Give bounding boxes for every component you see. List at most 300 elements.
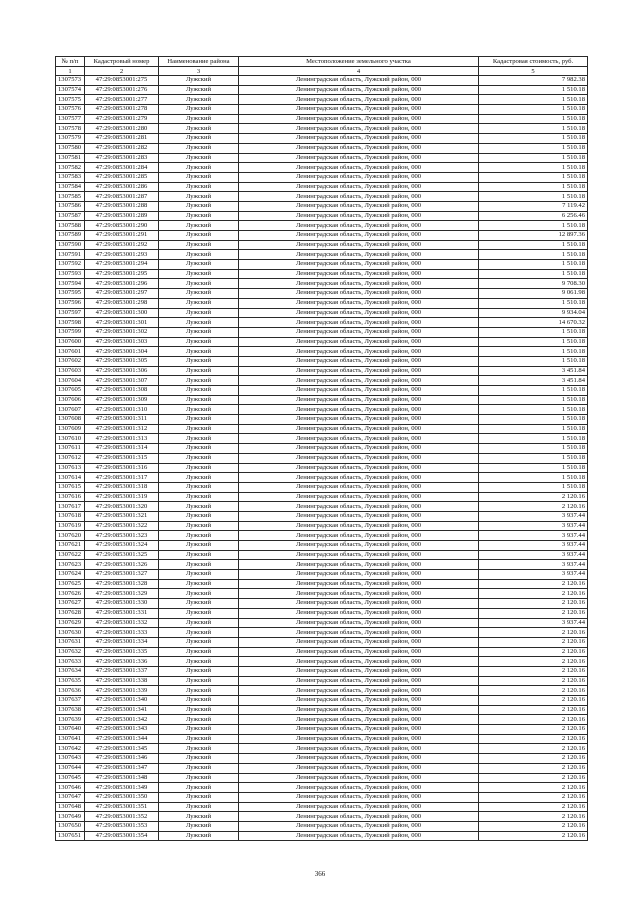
cell-district: Лужский [159, 560, 239, 570]
cell-location: Ленинградская область, Лужский район, 000 [239, 473, 479, 483]
cell-row-number: 1307594 [56, 279, 85, 289]
cell-district: Лужский [159, 260, 239, 270]
cell-cadastral-number: 47:29:0853001:315 [85, 453, 159, 463]
cell-cadastral-value: 2 120.16 [479, 492, 588, 502]
cell-cadastral-number: 47:29:0853001:291 [85, 231, 159, 241]
cell-row-number: 1307625 [56, 579, 85, 589]
cell-cadastral-number: 47:29:0853001:305 [85, 356, 159, 366]
cell-district: Лужский [159, 657, 239, 667]
cell-row-number: 1307610 [56, 434, 85, 444]
cell-district: Лужский [159, 279, 239, 289]
table-row [56, 831, 588, 841]
cell-location: Ленинградская область, Лужский район, 000 [239, 279, 479, 289]
cell-row-number: 1307592 [56, 260, 85, 270]
cell-district: Лужский [159, 725, 239, 735]
cell-location: Ленинградская область, Лужский район, 000 [239, 327, 479, 337]
cell-district: Лужский [159, 95, 239, 105]
cell-location: Ленинградская область, Лужский район, 000 [239, 570, 479, 580]
table-row [56, 608, 588, 618]
cell-cadastral-number: 47:29:0853001:288 [85, 201, 159, 211]
table-row [56, 163, 588, 173]
table-row [56, 250, 588, 260]
table-row [56, 95, 588, 105]
cell-district: Лужский [159, 773, 239, 783]
cell-cadastral-value: 2 120.16 [479, 686, 588, 696]
table-row [56, 124, 588, 134]
cell-cadastral-number: 47:29:0853001:319 [85, 492, 159, 502]
cell-location: Ленинградская область, Лужский район, 000 [239, 260, 479, 270]
cell-cadastral-value: 2 120.16 [479, 783, 588, 793]
cell-location: Ленинградская область, Лужский район, 000 [239, 95, 479, 105]
cell-cadastral-value: 2 120.16 [479, 773, 588, 783]
cell-district: Лужский [159, 783, 239, 793]
cell-row-number: 1307591 [56, 250, 85, 260]
cell-row-number: 1307630 [56, 628, 85, 638]
cell-district: Лужский [159, 531, 239, 541]
cell-cadastral-value: 7 119.42 [479, 201, 588, 211]
column-number: 1 [56, 67, 85, 76]
cell-row-number: 1307606 [56, 395, 85, 405]
cell-cadastral-number: 47:29:0853001:344 [85, 734, 159, 744]
cell-cadastral-value: 2 120.16 [479, 502, 588, 512]
cell-cadastral-number: 47:29:0853001:330 [85, 599, 159, 609]
table-row [56, 783, 588, 793]
cell-location: Ленинградская область, Лужский район, 000 [239, 482, 479, 492]
cell-location: Ленинградская область, Лужский район, 000 [239, 463, 479, 473]
cell-district: Лужский [159, 221, 239, 231]
cell-district: Лужский [159, 570, 239, 580]
table-row [56, 541, 588, 551]
table-row [56, 143, 588, 153]
cell-cadastral-value: 1 510.18 [479, 143, 588, 153]
cell-location: Ленинградская область, Лужский район, 000 [239, 386, 479, 396]
cell-district: Лужский [159, 269, 239, 279]
cell-location: Ленинградская область, Лужский район, 000 [239, 356, 479, 366]
cell-location: Ленинградская область, Лужский район, 000 [239, 831, 479, 841]
cell-cadastral-value: 9 061.98 [479, 289, 588, 299]
cell-district: Лужский [159, 511, 239, 521]
table-row [56, 376, 588, 386]
cell-location: Ленинградская область, Лужский район, 000 [239, 812, 479, 822]
cell-row-number: 1307605 [56, 386, 85, 396]
cell-location: Ленинградская область, Лужский район, 000 [239, 153, 479, 163]
cell-row-number: 1307639 [56, 715, 85, 725]
cell-row-number: 1307636 [56, 686, 85, 696]
cell-row-number: 1307575 [56, 95, 85, 105]
cell-location: Ленинградская область, Лужский район, 000 [239, 124, 479, 134]
cell-location: Ленинградская область, Лужский район, 000 [239, 182, 479, 192]
cell-cadastral-number: 47:29:0853001:302 [85, 327, 159, 337]
cell-cadastral-value: 2 120.16 [479, 599, 588, 609]
cell-cadastral-value: 3 937.44 [479, 560, 588, 570]
cell-row-number: 1307609 [56, 424, 85, 434]
cell-location: Ленинградская область, Лужский район, 000 [239, 657, 479, 667]
table-row [56, 221, 588, 231]
cell-cadastral-value: 1 510.18 [479, 85, 588, 95]
cell-row-number: 1307634 [56, 666, 85, 676]
cell-cadastral-number: 47:29:0853001:286 [85, 182, 159, 192]
table-row [56, 386, 588, 396]
cell-cadastral-number: 47:29:0853001:345 [85, 744, 159, 754]
table-row [56, 531, 588, 541]
cell-district: Лужский [159, 492, 239, 502]
cell-cadastral-value: 3 451.84 [479, 366, 588, 376]
table-row [56, 792, 588, 802]
cell-cadastral-number: 47:29:0853001:287 [85, 192, 159, 202]
cell-row-number: 1307601 [56, 347, 85, 357]
table-row [56, 647, 588, 657]
cell-cadastral-number: 47:29:0853001:349 [85, 783, 159, 793]
cell-location: Ленинградская область, Лужский район, 000 [239, 608, 479, 618]
table-row [56, 657, 588, 667]
cell-row-number: 1307641 [56, 734, 85, 744]
cell-cadastral-number: 47:29:0853001:354 [85, 831, 159, 841]
cell-district: Лужский [159, 395, 239, 405]
cell-cadastral-value: 1 510.18 [479, 124, 588, 134]
cell-district: Лужский [159, 473, 239, 483]
cell-location: Ленинградская область, Лужский район, 000 [239, 134, 479, 144]
cell-cadastral-number: 47:29:0853001:314 [85, 444, 159, 454]
cell-location: Ленинградская область, Лужский район, 000 [239, 211, 479, 221]
cell-cadastral-value: 2 120.16 [479, 637, 588, 647]
cell-cadastral-value: 1 510.18 [479, 434, 588, 444]
cell-district: Лужский [159, 628, 239, 638]
cell-district: Лужский [159, 172, 239, 182]
cell-location: Ленинградская область, Лужский район, 000 [239, 250, 479, 260]
cell-cadastral-number: 47:29:0853001:352 [85, 812, 159, 822]
table-row [56, 269, 588, 279]
cell-cadastral-number: 47:29:0853001:297 [85, 289, 159, 299]
cell-cadastral-number: 47:29:0853001:333 [85, 628, 159, 638]
cell-cadastral-number: 47:29:0853001:307 [85, 376, 159, 386]
cell-location: Ленинградская область, Лужский район, 000 [239, 240, 479, 250]
cell-cadastral-value: 2 120.16 [479, 754, 588, 764]
cell-cadastral-value: 1 510.18 [479, 172, 588, 182]
cell-location: Ленинградская область, Лужский район, 000 [239, 347, 479, 357]
cell-cadastral-value: 3 937.44 [479, 618, 588, 628]
table-row [56, 85, 588, 95]
cell-row-number: 1307627 [56, 599, 85, 609]
cell-row-number: 1307599 [56, 327, 85, 337]
cell-cadastral-value: 1 510.18 [479, 240, 588, 250]
cell-district: Лужский [159, 599, 239, 609]
cell-location: Ленинградская область, Лужский район, 000 [239, 444, 479, 454]
cell-cadastral-number: 47:29:0853001:334 [85, 637, 159, 647]
cell-cadastral-value: 3 451.84 [479, 376, 588, 386]
cell-cadastral-number: 47:29:0853001:326 [85, 560, 159, 570]
table-row [56, 676, 588, 686]
table-row [56, 356, 588, 366]
cell-district: Лужский [159, 589, 239, 599]
cell-row-number: 1307589 [56, 231, 85, 241]
cell-district: Лужский [159, 163, 239, 173]
cell-location: Ленинградская область, Лужский район, 000 [239, 434, 479, 444]
cell-district: Лужский [159, 134, 239, 144]
cell-row-number: 1307602 [56, 356, 85, 366]
cell-cadastral-value: 1 510.18 [479, 386, 588, 396]
cell-location: Ленинградская область, Лужский район, 000 [239, 221, 479, 231]
cell-cadastral-number: 47:29:0853001:328 [85, 579, 159, 589]
cell-row-number: 1307612 [56, 453, 85, 463]
cell-cadastral-value: 1 510.18 [479, 260, 588, 270]
header-row [56, 57, 588, 67]
cell-location: Ленинградская область, Лужский район, 000 [239, 269, 479, 279]
cell-cadastral-value: 3 937.44 [479, 541, 588, 551]
cell-location: Ленинградская область, Лужский район, 000 [239, 405, 479, 415]
cell-district: Лужский [159, 405, 239, 415]
cell-cadastral-value: 3 937.44 [479, 570, 588, 580]
cell-cadastral-number: 47:29:0853001:313 [85, 434, 159, 444]
cell-cadastral-value: 2 120.16 [479, 821, 588, 831]
cell-location: Ленинградская область, Лужский район, 000 [239, 531, 479, 541]
cell-location: Ленинградская область, Лужский район, 000 [239, 666, 479, 676]
cell-cadastral-number: 47:29:0853001:350 [85, 792, 159, 802]
cell-cadastral-value: 3 937.44 [479, 531, 588, 541]
cell-cadastral-number: 47:29:0853001:300 [85, 308, 159, 318]
table-row [56, 744, 588, 754]
cell-cadastral-number: 47:29:0853001:285 [85, 172, 159, 182]
cell-cadastral-number: 47:29:0853001:306 [85, 366, 159, 376]
cell-cadastral-value: 2 120.16 [479, 676, 588, 686]
table-row [56, 318, 588, 328]
cell-cadastral-value: 7 982.38 [479, 76, 588, 86]
cell-district: Лужский [159, 686, 239, 696]
table-row [56, 153, 588, 163]
table-row [56, 327, 588, 337]
cell-cadastral-value: 1 510.18 [479, 337, 588, 347]
cell-cadastral-value: 2 120.16 [479, 792, 588, 802]
cell-location: Ленинградская область, Лужский район, 000 [239, 589, 479, 599]
cell-row-number: 1307576 [56, 105, 85, 115]
cell-row-number: 1307614 [56, 473, 85, 483]
cell-row-number: 1307633 [56, 657, 85, 667]
cell-district: Лужский [159, 579, 239, 589]
cell-district: Лужский [159, 541, 239, 551]
cell-row-number: 1307621 [56, 541, 85, 551]
cell-cadastral-value: 2 120.16 [479, 734, 588, 744]
cell-cadastral-number: 47:29:0853001:282 [85, 143, 159, 153]
cell-location: Ленинградская область, Лужский район, 000 [239, 511, 479, 521]
cell-cadastral-value: 1 510.18 [479, 463, 588, 473]
cell-row-number: 1307626 [56, 589, 85, 599]
cell-cadastral-value: 14 670.32 [479, 318, 588, 328]
cell-cadastral-value: 1 510.18 [479, 298, 588, 308]
cell-row-number: 1307646 [56, 783, 85, 793]
cell-row-number: 1307596 [56, 298, 85, 308]
table-row [56, 366, 588, 376]
cell-district: Лужский [159, 337, 239, 347]
cell-cadastral-number: 47:29:0853001:312 [85, 424, 159, 434]
cell-district: Лужский [159, 105, 239, 115]
cell-district: Лужский [159, 376, 239, 386]
table-row [56, 550, 588, 560]
cell-district: Лужский [159, 754, 239, 764]
cell-row-number: 1307645 [56, 773, 85, 783]
header-cell-cadastral-value: Кадастровая стоимость, руб. [479, 57, 588, 67]
table-row [56, 453, 588, 463]
table-row [56, 618, 588, 628]
table-row [56, 666, 588, 676]
cell-row-number: 1307595 [56, 289, 85, 299]
cell-location: Ленинградская область, Лужский район, 000 [239, 637, 479, 647]
cell-cadastral-number: 47:29:0853001:296 [85, 279, 159, 289]
cell-row-number: 1307638 [56, 705, 85, 715]
table-row [56, 599, 588, 609]
cell-location: Ленинградская область, Лужский район, 000 [239, 676, 479, 686]
cell-district: Лужский [159, 821, 239, 831]
cell-district: Лужский [159, 434, 239, 444]
cell-location: Ленинградская область, Лужский район, 000 [239, 395, 479, 405]
table-row [56, 192, 588, 202]
cell-district: Лужский [159, 240, 239, 250]
header-cell-location: Местоположение земельного участка [239, 57, 479, 67]
cell-row-number: 1307649 [56, 812, 85, 822]
cell-location: Ленинградская область, Лужский район, 000 [239, 647, 479, 657]
cell-cadastral-value: 1 510.18 [479, 444, 588, 454]
cell-cadastral-number: 47:29:0853001:342 [85, 715, 159, 725]
header-cell-row-number: № п/п [56, 57, 85, 67]
table-row [56, 260, 588, 270]
cell-cadastral-value: 1 510.18 [479, 395, 588, 405]
cell-location: Ленинградская область, Лужский район, 000 [239, 754, 479, 764]
cell-cadastral-value: 2 120.16 [479, 725, 588, 735]
cell-row-number: 1307603 [56, 366, 85, 376]
cell-district: Лужский [159, 289, 239, 299]
cell-cadastral-value: 1 510.18 [479, 250, 588, 260]
cell-cadastral-number: 47:29:0853001:280 [85, 124, 159, 134]
table-row [56, 172, 588, 182]
cell-district: Лужский [159, 356, 239, 366]
cell-cadastral-value: 9 934.04 [479, 308, 588, 318]
cell-district: Лужский [159, 182, 239, 192]
cell-cadastral-number: 47:29:0853001:298 [85, 298, 159, 308]
cell-row-number: 1307640 [56, 725, 85, 735]
cell-row-number: 1307619 [56, 521, 85, 531]
cell-cadastral-value: 2 120.16 [479, 579, 588, 589]
cell-location: Ленинградская область, Лужский район, 000 [239, 628, 479, 638]
table-row [56, 773, 588, 783]
table-row [56, 482, 588, 492]
cell-row-number: 1307607 [56, 405, 85, 415]
table-row [56, 395, 588, 405]
cell-location: Ленинградская область, Лужский район, 000 [239, 560, 479, 570]
cell-row-number: 1307629 [56, 618, 85, 628]
cell-district: Лужский [159, 550, 239, 560]
cell-cadastral-value: 2 120.16 [479, 589, 588, 599]
cell-district: Лужский [159, 124, 239, 134]
cell-row-number: 1307635 [56, 676, 85, 686]
cell-row-number: 1307650 [56, 821, 85, 831]
cell-district: Лужский [159, 715, 239, 725]
cell-cadastral-number: 47:29:0853001:351 [85, 802, 159, 812]
cell-row-number: 1307624 [56, 570, 85, 580]
cell-location: Ленинградская область, Лужский район, 000 [239, 725, 479, 735]
cell-row-number: 1307600 [56, 337, 85, 347]
table-row [56, 637, 588, 647]
cell-cadastral-value: 9 708.30 [479, 279, 588, 289]
cell-row-number: 1307622 [56, 550, 85, 560]
table-row [56, 415, 588, 425]
cell-row-number: 1307616 [56, 492, 85, 502]
cell-row-number: 1307644 [56, 763, 85, 773]
table-row [56, 240, 588, 250]
table-header [56, 57, 588, 76]
cell-district: Лужский [159, 463, 239, 473]
column-number: 5 [479, 67, 588, 76]
cell-district: Лужский [159, 637, 239, 647]
cell-district: Лужский [159, 812, 239, 822]
cell-location: Ленинградская область, Лужский район, 000 [239, 289, 479, 299]
cell-cadastral-number: 47:29:0853001:335 [85, 647, 159, 657]
cell-cadastral-number: 47:29:0853001:278 [85, 105, 159, 115]
table-row [56, 812, 588, 822]
table-row [56, 298, 588, 308]
cell-cadastral-value: 1 510.18 [479, 347, 588, 357]
cell-district: Лужский [159, 308, 239, 318]
cell-row-number: 1307643 [56, 754, 85, 764]
cell-district: Лужский [159, 763, 239, 773]
cell-cadastral-value: 1 510.18 [479, 95, 588, 105]
cell-location: Ленинградская область, Лужский район, 000 [239, 744, 479, 754]
table-row [56, 211, 588, 221]
cell-cadastral-number: 47:29:0853001:309 [85, 395, 159, 405]
table-row [56, 696, 588, 706]
cell-cadastral-value: 1 510.18 [479, 114, 588, 124]
cadastral-value-table [55, 56, 588, 841]
cell-cadastral-value: 1 510.18 [479, 453, 588, 463]
table-row [56, 570, 588, 580]
cell-row-number: 1307642 [56, 744, 85, 754]
cell-cadastral-number: 47:29:0853001:304 [85, 347, 159, 357]
table-row [56, 76, 588, 86]
cell-row-number: 1307593 [56, 269, 85, 279]
cell-cadastral-number: 47:29:0853001:341 [85, 705, 159, 715]
cell-district: Лужский [159, 453, 239, 463]
cell-row-number: 1307628 [56, 608, 85, 618]
table-row [56, 114, 588, 124]
cell-cadastral-number: 47:29:0853001:336 [85, 657, 159, 667]
cell-row-number: 1307588 [56, 221, 85, 231]
cell-location: Ленинградская область, Лужский район, 000 [239, 599, 479, 609]
cell-district: Лужский [159, 792, 239, 802]
table-row [56, 589, 588, 599]
cell-cadastral-number: 47:29:0853001:322 [85, 521, 159, 531]
cell-row-number: 1307581 [56, 153, 85, 163]
table-row [56, 105, 588, 115]
cell-cadastral-value: 2 120.16 [479, 831, 588, 841]
cell-cadastral-value: 1 510.18 [479, 153, 588, 163]
table-row [56, 686, 588, 696]
cell-cadastral-number: 47:29:0853001:284 [85, 163, 159, 173]
cell-district: Лужский [159, 298, 239, 308]
cell-row-number: 1307615 [56, 482, 85, 492]
cell-row-number: 1307632 [56, 647, 85, 657]
cell-district: Лужский [159, 201, 239, 211]
table-row [56, 521, 588, 531]
cell-location: Ленинградская область, Лужский район, 000 [239, 337, 479, 347]
cell-cadastral-number: 47:29:0853001:347 [85, 763, 159, 773]
table-row [56, 763, 588, 773]
cell-cadastral-value: 3 937.44 [479, 521, 588, 531]
cell-cadastral-value: 2 120.16 [479, 628, 588, 638]
cell-cadastral-number: 47:29:0853001:323 [85, 531, 159, 541]
cell-cadastral-value: 1 510.18 [479, 424, 588, 434]
cell-district: Лужский [159, 734, 239, 744]
cell-location: Ленинградская область, Лужский район, 000 [239, 201, 479, 211]
table-row [56, 802, 588, 812]
cell-cadastral-value: 2 120.16 [479, 802, 588, 812]
table-row [56, 628, 588, 638]
